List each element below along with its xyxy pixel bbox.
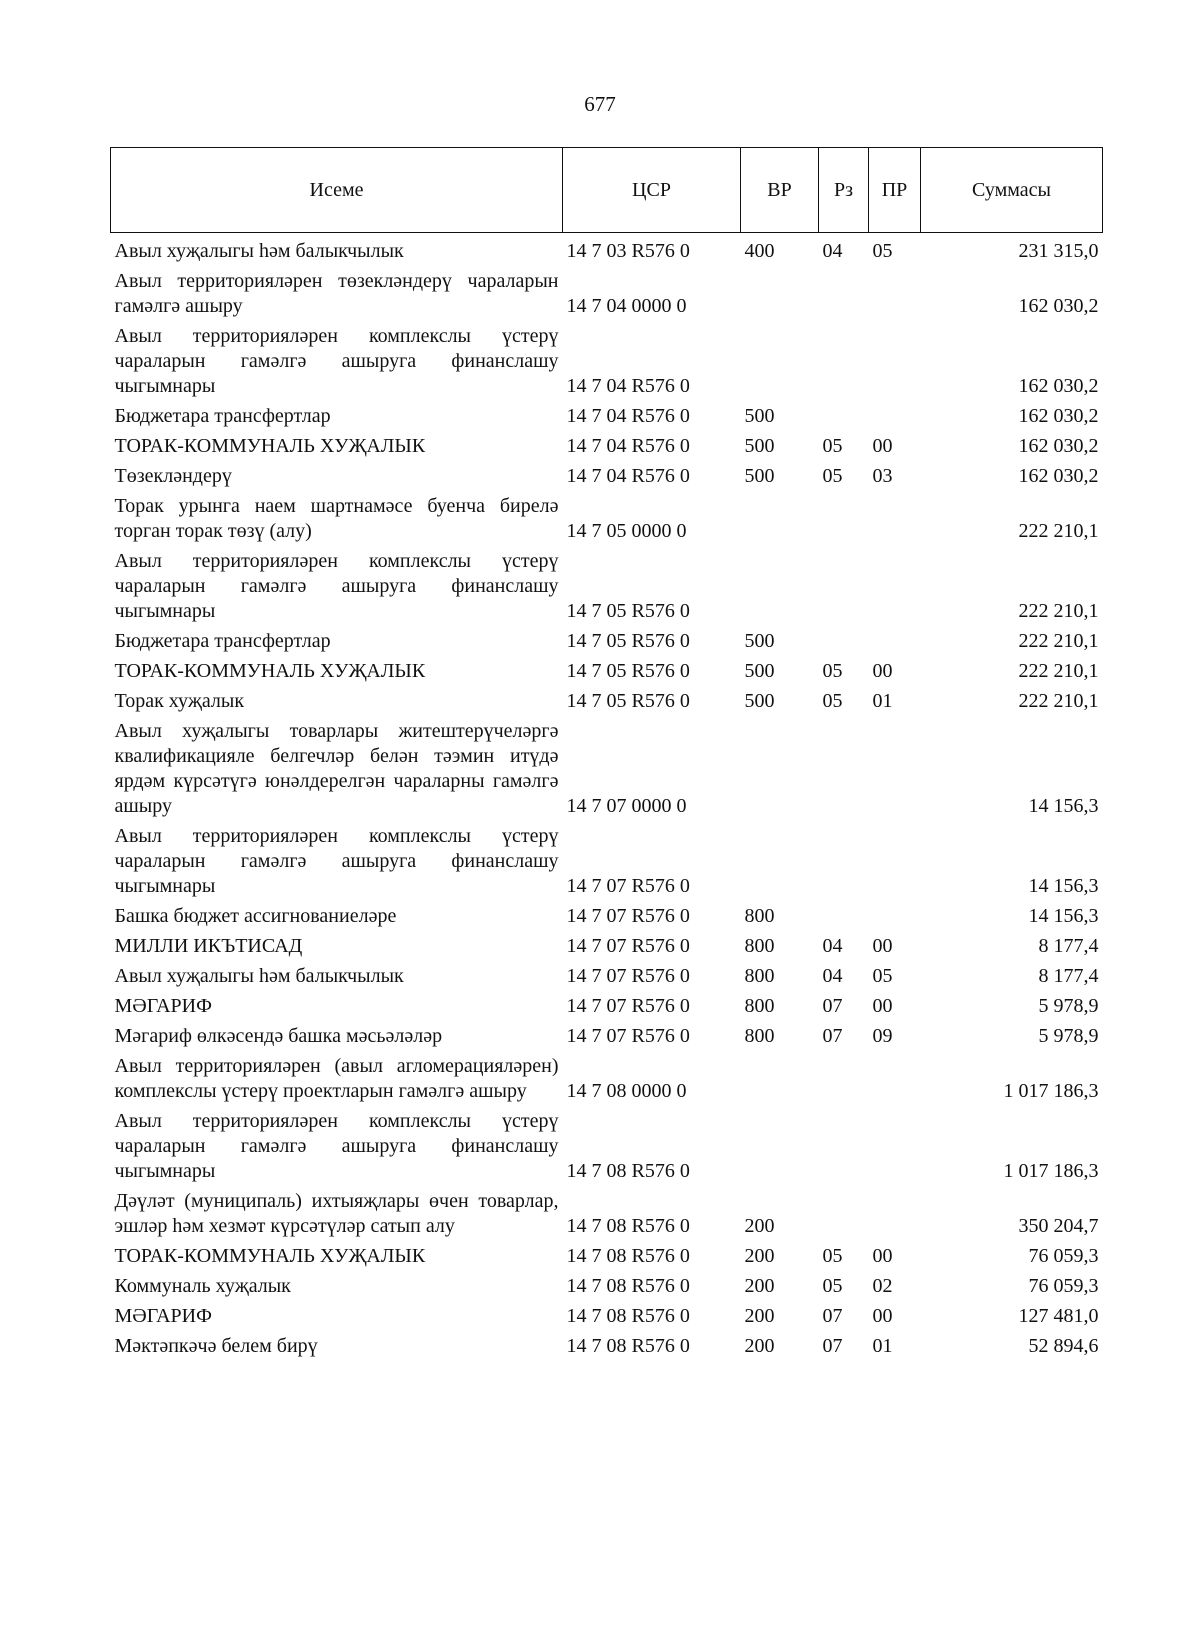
cell-sum: 162 030,2	[1018, 465, 1099, 487]
cell-sum: 162 030,2	[1018, 435, 1099, 457]
cell-vr: 500	[744, 660, 775, 682]
cell-rz	[819, 822, 869, 902]
cell-sum: 162 030,2	[1018, 405, 1099, 427]
header-csr: ЦСР	[563, 148, 741, 233]
table-body	[111, 237, 1103, 1362]
page-number: 677	[584, 92, 616, 116]
cell-csr: 14 7 04 0000 0	[566, 295, 687, 317]
cell-sum: 127 481,0	[1018, 1305, 1099, 1327]
cell-name: Төзекләндерү	[114, 465, 232, 487]
cell-sum: 76 059,3	[1028, 1245, 1099, 1267]
cell-vr: 800	[744, 995, 775, 1017]
table-row	[111, 237, 1103, 267]
cell-csr: 14 7 07 R576 0	[566, 995, 690, 1017]
cell-vr: 500	[744, 405, 775, 427]
cell-name: Авыл территорияләрен комплекслы үстерү чараларын гамәлгә ашыруга финанслашу чыгымнары	[114, 1110, 559, 1182]
cell-pr	[869, 1107, 921, 1187]
cell-name: Авыл хуҗалыгы һәм балыкчылык	[114, 965, 404, 987]
cell-pr	[869, 547, 921, 627]
cell-pr: 00	[872, 935, 893, 957]
cell-rz	[819, 1187, 869, 1242]
cell-csr: 14 7 05 R576 0	[566, 690, 690, 712]
cell-rz: 05	[822, 690, 843, 712]
cell-csr: 14 7 04 R576 0	[566, 375, 690, 397]
table-row	[111, 1332, 1103, 1362]
cell-rz: 05	[822, 660, 843, 682]
cell-vr: 800	[744, 965, 775, 987]
cell-rz: 04	[822, 965, 843, 987]
cell-name: Мәктәпкәчә белем бирү	[114, 1335, 318, 1357]
cell-name: Авыл территорияләрен төзекләндерү чараларын гамәлгә ашыру	[114, 270, 559, 317]
cell-vr: 500	[744, 465, 775, 487]
cell-rz: 04	[822, 240, 843, 262]
cell-sum: 5 978,9	[1038, 1025, 1099, 1047]
cell-csr: 14 7 07 R576 0	[566, 965, 690, 987]
cell-name: Коммуналь хуҗалык	[114, 1275, 291, 1297]
cell-csr: 14 7 05 0000 0	[566, 520, 687, 542]
cell-pr: 03	[872, 465, 893, 487]
cell-name: Авыл территорияләрен комплекслы үстерү чараларын гамәлгә ашыруга финанслашу чыгымнары	[114, 825, 559, 897]
cell-sum: 350 204,7	[1018, 1215, 1099, 1237]
cell-pr: 05	[872, 240, 893, 262]
cell-rz	[819, 402, 869, 432]
cell-name: Торак урынга наем шартнамәсе буенча бирелә торган торак төзү (алу)	[114, 495, 559, 542]
cell-name: Авыл хуҗалыгы һәм балыкчылык	[114, 240, 404, 262]
cell-sum: 222 210,1	[1018, 660, 1099, 682]
cell-name: Бюджетара трансфертлар	[114, 405, 331, 427]
table-row	[111, 1242, 1103, 1272]
cell-sum: 222 210,1	[1018, 600, 1099, 622]
cell-pr: 09	[872, 1025, 893, 1047]
cell-rz: 07	[822, 995, 843, 1017]
table-row	[111, 992, 1103, 1022]
cell-vr	[741, 322, 819, 402]
cell-csr: 14 7 04 R576 0	[566, 465, 690, 487]
cell-vr: 500	[744, 435, 775, 457]
table-row	[111, 432, 1103, 462]
table-row	[111, 1272, 1103, 1302]
cell-vr	[741, 267, 819, 322]
cell-rz	[819, 322, 869, 402]
cell-sum: 162 030,2	[1018, 295, 1099, 317]
cell-name: МӘГАРИФ	[114, 995, 212, 1017]
table-row	[111, 822, 1103, 902]
table-row	[111, 462, 1103, 492]
cell-pr	[869, 1052, 921, 1107]
cell-sum: 14 156,3	[1028, 795, 1099, 817]
cell-rz: 05	[822, 1245, 843, 1267]
cell-csr: 14 7 07 0000 0	[566, 795, 687, 817]
cell-pr	[869, 267, 921, 322]
cell-name: Мәгариф өлкәсендә башка мәсьәләләр	[114, 1025, 443, 1047]
cell-csr: 14 7 05 R576 0	[566, 600, 690, 622]
cell-pr	[869, 627, 921, 657]
table-row	[111, 687, 1103, 717]
cell-rz: 07	[822, 1335, 843, 1357]
table-row	[111, 962, 1103, 992]
header-vr: ВР	[741, 148, 819, 233]
cell-name: Авыл территорияләрен (авыл агломерацияләрен) комплекслы үстерү проектларын гамәлгә ашыру	[114, 1055, 559, 1102]
cell-vr: 200	[744, 1275, 775, 1297]
cell-rz	[819, 547, 869, 627]
cell-csr: 14 7 08 R576 0	[566, 1160, 690, 1182]
cell-sum: 231 315,0	[1018, 240, 1099, 262]
cell-pr	[869, 402, 921, 432]
cell-rz	[819, 902, 869, 932]
table-row	[111, 492, 1103, 547]
cell-pr	[869, 822, 921, 902]
cell-name: МИЛЛИ ИКЪТИСАД	[114, 935, 303, 957]
table-row	[111, 547, 1103, 627]
header-rz: Рз	[819, 148, 869, 233]
cell-sum: 8 177,4	[1038, 965, 1099, 987]
cell-vr: 200	[744, 1245, 775, 1267]
cell-rz	[819, 1052, 869, 1107]
cell-rz: 05	[822, 465, 843, 487]
cell-vr	[741, 1052, 819, 1107]
cell-pr: 00	[872, 1305, 893, 1327]
cell-sum: 222 210,1	[1018, 690, 1099, 712]
table-row	[111, 932, 1103, 962]
table-row	[111, 657, 1103, 687]
table-row	[111, 1052, 1103, 1107]
table-row	[111, 717, 1103, 822]
cell-csr: 14 7 08 R576 0	[566, 1335, 690, 1357]
cell-csr: 14 7 05 R576 0	[566, 660, 690, 682]
cell-csr: 14 7 08 R576 0	[566, 1305, 690, 1327]
cell-pr: 01	[872, 690, 893, 712]
cell-vr: 500	[744, 630, 775, 652]
cell-csr: 14 7 07 R576 0	[566, 935, 690, 957]
cell-vr: 800	[744, 1025, 775, 1047]
cell-vr: 500	[744, 690, 775, 712]
budget-table	[110, 147, 1103, 1362]
cell-sum: 76 059,3	[1028, 1275, 1099, 1297]
cell-pr: 02	[872, 1275, 893, 1297]
table-row	[111, 267, 1103, 322]
cell-pr: 00	[872, 660, 893, 682]
cell-csr: 14 7 05 R576 0	[566, 630, 690, 652]
cell-vr	[741, 492, 819, 547]
cell-csr: 14 7 07 R576 0	[566, 905, 690, 927]
table-row	[111, 627, 1103, 657]
cell-name: МӘГАРИФ	[114, 1305, 212, 1327]
cell-name: Торак хуҗалык	[114, 690, 245, 712]
cell-vr: 800	[744, 905, 775, 927]
cell-pr: 01	[872, 1335, 893, 1357]
cell-vr	[741, 1107, 819, 1187]
header-name: Исеме	[111, 148, 563, 233]
cell-rz	[819, 1107, 869, 1187]
cell-pr	[869, 1187, 921, 1242]
cell-sum: 222 210,1	[1018, 630, 1099, 652]
cell-csr: 14 7 07 R576 0	[566, 1025, 690, 1047]
cell-vr: 800	[744, 935, 775, 957]
cell-sum: 162 030,2	[1018, 375, 1099, 397]
cell-csr: 14 7 03 R576 0	[566, 240, 690, 262]
cell-sum: 14 156,3	[1028, 905, 1099, 927]
cell-sum: 222 210,1	[1018, 520, 1099, 542]
cell-name: Бюджетара трансфертлар	[114, 630, 331, 652]
cell-pr	[869, 902, 921, 932]
cell-sum: 5 978,9	[1038, 995, 1099, 1017]
cell-sum: 1 017 186,3	[1003, 1080, 1099, 1102]
cell-pr: 00	[872, 1245, 893, 1267]
cell-vr: 200	[744, 1305, 775, 1327]
table-row	[111, 402, 1103, 432]
cell-csr: 14 7 08 0000 0	[566, 1080, 687, 1102]
cell-rz	[819, 267, 869, 322]
cell-rz	[819, 717, 869, 822]
cell-rz	[819, 492, 869, 547]
cell-name: Авыл территорияләрен комплекслы үстерү чараларын гамәлгә ашыруга финанслашу чыгымнары	[114, 550, 559, 622]
cell-pr	[869, 717, 921, 822]
cell-name: Башка бюджет ассигнованиеләре	[114, 905, 397, 927]
cell-sum: 1 017 186,3	[1003, 1160, 1099, 1182]
table-row	[111, 1187, 1103, 1242]
cell-csr: 14 7 04 R576 0	[566, 405, 690, 427]
cell-vr	[741, 822, 819, 902]
table-row	[111, 1022, 1103, 1052]
cell-csr: 14 7 08 R576 0	[566, 1215, 690, 1237]
cell-csr: 14 7 07 R576 0	[566, 875, 690, 897]
table-row	[111, 902, 1103, 932]
table-row	[111, 1107, 1103, 1187]
cell-name: ТОРАК-КОММУНАЛЬ ХУҖАЛЫК	[114, 660, 426, 682]
cell-csr: 14 7 04 R576 0	[566, 435, 690, 457]
cell-pr: 00	[872, 995, 893, 1017]
table-header	[111, 148, 1103, 238]
cell-rz: 07	[822, 1025, 843, 1047]
cell-pr	[869, 322, 921, 402]
cell-name: Дәүләт (муниципаль) ихтыяҗлары өчен товарлар, эшләр һәм хезмәт күрсәтүләр сатып алу	[114, 1190, 559, 1237]
cell-sum: 8 177,4	[1038, 935, 1099, 957]
cell-name: Авыл хуҗалыгы товарлары житештерүчеләргә квалификацияле белгечләр белән тәэмин итүдә ярдәм күрсәтүгә юнәлдерелгән чараларны гамәлгә ашыру	[114, 720, 559, 817]
table-row	[111, 1302, 1103, 1332]
cell-rz: 05	[822, 435, 843, 457]
cell-rz: 04	[822, 935, 843, 957]
cell-rz: 07	[822, 1305, 843, 1327]
header-sum: Суммасы	[921, 148, 1103, 233]
cell-name: ТОРАК-КОММУНАЛЬ ХУҖАЛЫК	[114, 1245, 426, 1267]
cell-pr: 05	[872, 965, 893, 987]
cell-vr	[741, 717, 819, 822]
cell-vr: 200	[744, 1215, 775, 1237]
cell-vr: 400	[744, 240, 775, 262]
cell-csr: 14 7 08 R576 0	[566, 1245, 690, 1267]
cell-rz: 05	[822, 1275, 843, 1297]
cell-sum: 52 894,6	[1028, 1335, 1099, 1357]
cell-name: Авыл территорияләрен комплекслы үстерү чараларын гамәлгә ашыруга финанслашу чыгымнары	[114, 325, 559, 397]
cell-vr	[741, 547, 819, 627]
header-pr: ПР	[869, 148, 921, 233]
cell-pr: 00	[872, 435, 893, 457]
table-row	[111, 322, 1103, 402]
cell-csr: 14 7 08 R576 0	[566, 1275, 690, 1297]
cell-pr	[869, 492, 921, 547]
cell-sum: 14 156,3	[1028, 875, 1099, 897]
cell-vr: 200	[744, 1335, 775, 1357]
cell-name: ТОРАК-КОММУНАЛЬ ХУҖАЛЫК	[114, 435, 426, 457]
cell-rz	[819, 627, 869, 657]
